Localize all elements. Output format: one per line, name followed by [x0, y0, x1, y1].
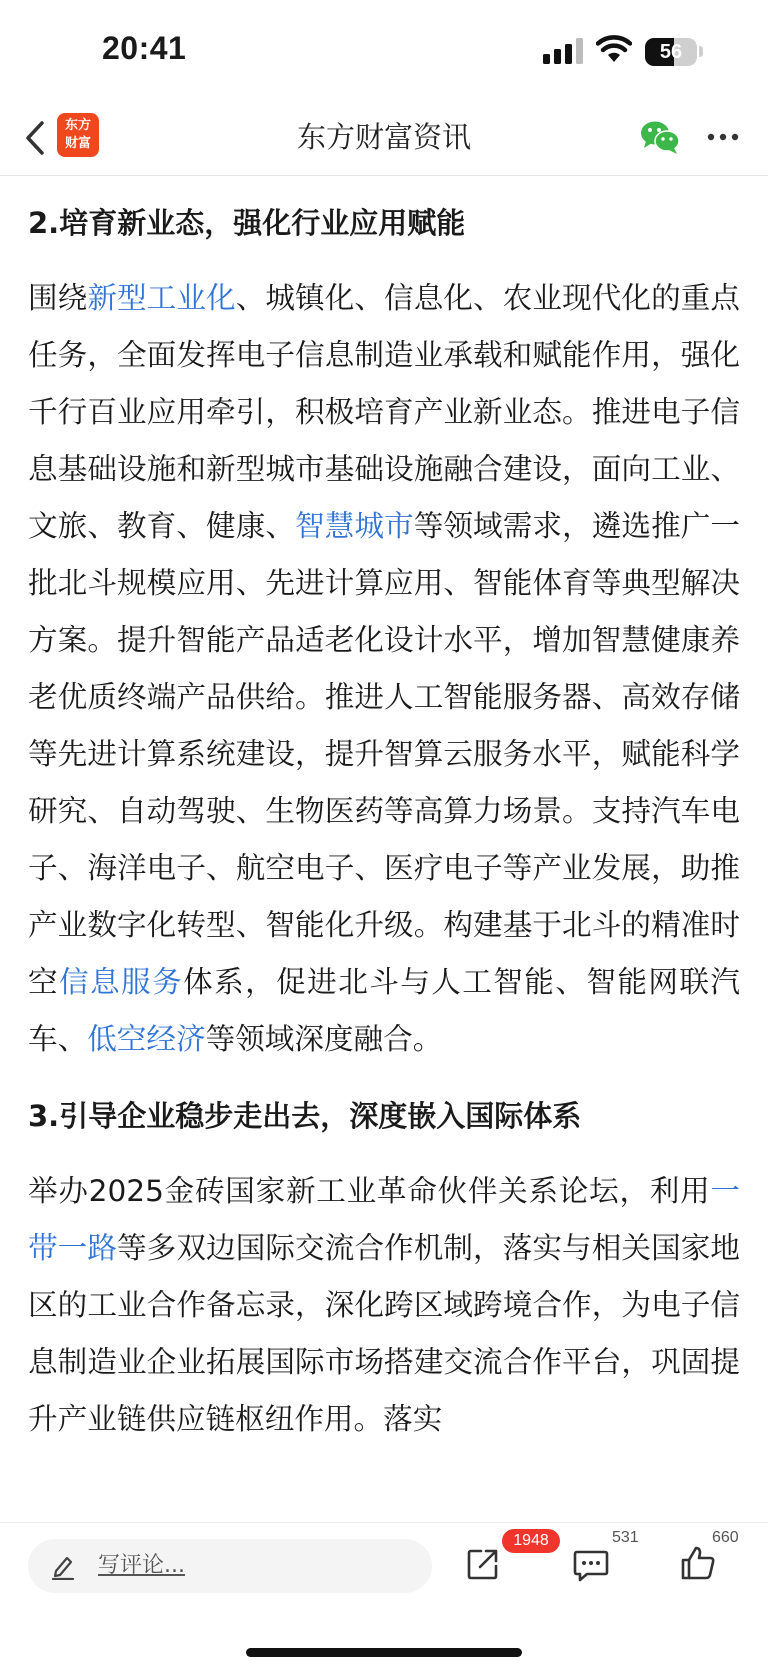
section-heading-2: 2.培育新业态，强化行业应用赋能: [28, 206, 466, 240]
wechat-icon[interactable]: [640, 119, 680, 155]
link-smart-city[interactable]: 智慧城市: [295, 509, 414, 543]
battery-nub: [699, 46, 703, 57]
comment-placeholder: 写评论...: [98, 1553, 185, 1578]
page-title: 东方财富资讯: [296, 120, 471, 154]
comments-icon[interactable]: [573, 1548, 609, 1582]
home-indicator: [246, 1648, 522, 1657]
share-count-badge: 1948: [502, 1529, 560, 1553]
text-segment: 、城镇化、信息化、农业现代化的重点任务，全面发挥电子信息制造业承载和赋能作用，强化千行百业应用牵引，积极培育产业新业态。推进电子信息基础设施和新型城市基础设施融合建设，面向工业、文旅、教育、健康、: [28, 281, 740, 543]
logo-line1: 东方: [64, 118, 91, 133]
link-belt-and-road[interactable]: 一带一路: [28, 1174, 740, 1265]
text-segment: 等多双边国际交流合作机制，落实与相关国家地区的工业合作备忘录，深化跨区域跨境合作，为电子信息制造业企业拓展国际市场搭建交流合作平台，巩固提升产业链供应链枢纽作用。落实: [28, 1231, 740, 1436]
battery-icon: [645, 38, 697, 66]
status-time: 20:41: [102, 30, 187, 66]
wifi-icon: [596, 34, 632, 64]
link-new-industrialization[interactable]: 新型工业化: [87, 281, 236, 315]
text-segment: 体系，促进北斗与人工智能、智能网联汽车、: [28, 965, 740, 1056]
status-bar: [0, 0, 768, 100]
article-paragraph-1: [28, 270, 740, 1068]
section-heading-3: 3.引导企业稳步走出去，深度嵌入国际体系: [28, 1099, 582, 1133]
comments-count: 531: [612, 1529, 639, 1546]
link-information-service[interactable]: 信息服务: [59, 965, 184, 999]
thumbs-up-icon[interactable]: [680, 1545, 716, 1581]
pencil-icon: [50, 1552, 76, 1580]
nav-bar: [0, 100, 768, 176]
text-segment: 举办2025金砖国家新工业革命伙伴关系论坛，利用: [28, 1174, 711, 1208]
text-segment: 等领域深度融合。: [205, 1022, 443, 1056]
more-icon[interactable]: [706, 132, 740, 142]
cellular-signal-icon: [543, 38, 583, 64]
link-low-altitude-economy[interactable]: 低空经济: [87, 1022, 206, 1056]
battery-level: 56: [659, 41, 683, 63]
article-body: [28, 175, 740, 1520]
logo-line2: 财富: [64, 136, 91, 151]
like-count: 660: [712, 1529, 739, 1546]
comment-input[interactable]: [28, 1539, 432, 1593]
bottom-action-bar: [0, 1522, 768, 1666]
share-icon[interactable]: [466, 1547, 500, 1581]
article-paragraph-2: [28, 1163, 740, 1448]
text-segment: 等领域需求，遴选推广一批北斗规模应用、先进计算应用、智能体育等典型解决方案。提升智能产品适老化设计水平，增加智慧健康养老优质终端产品供给。推进人工智能服务器、高效存储等先进计算系统建设，提升智算云服务水平，赋能科学研究、自动驾驶、生物医药等高算力场景。支持汽车电子、海洋电子、航空电子、医疗电子等产业发展，助推产业数字化转型、智能化升级。构建基于北斗的精准时空: [28, 509, 740, 999]
text-segment: 围绕: [28, 281, 88, 315]
